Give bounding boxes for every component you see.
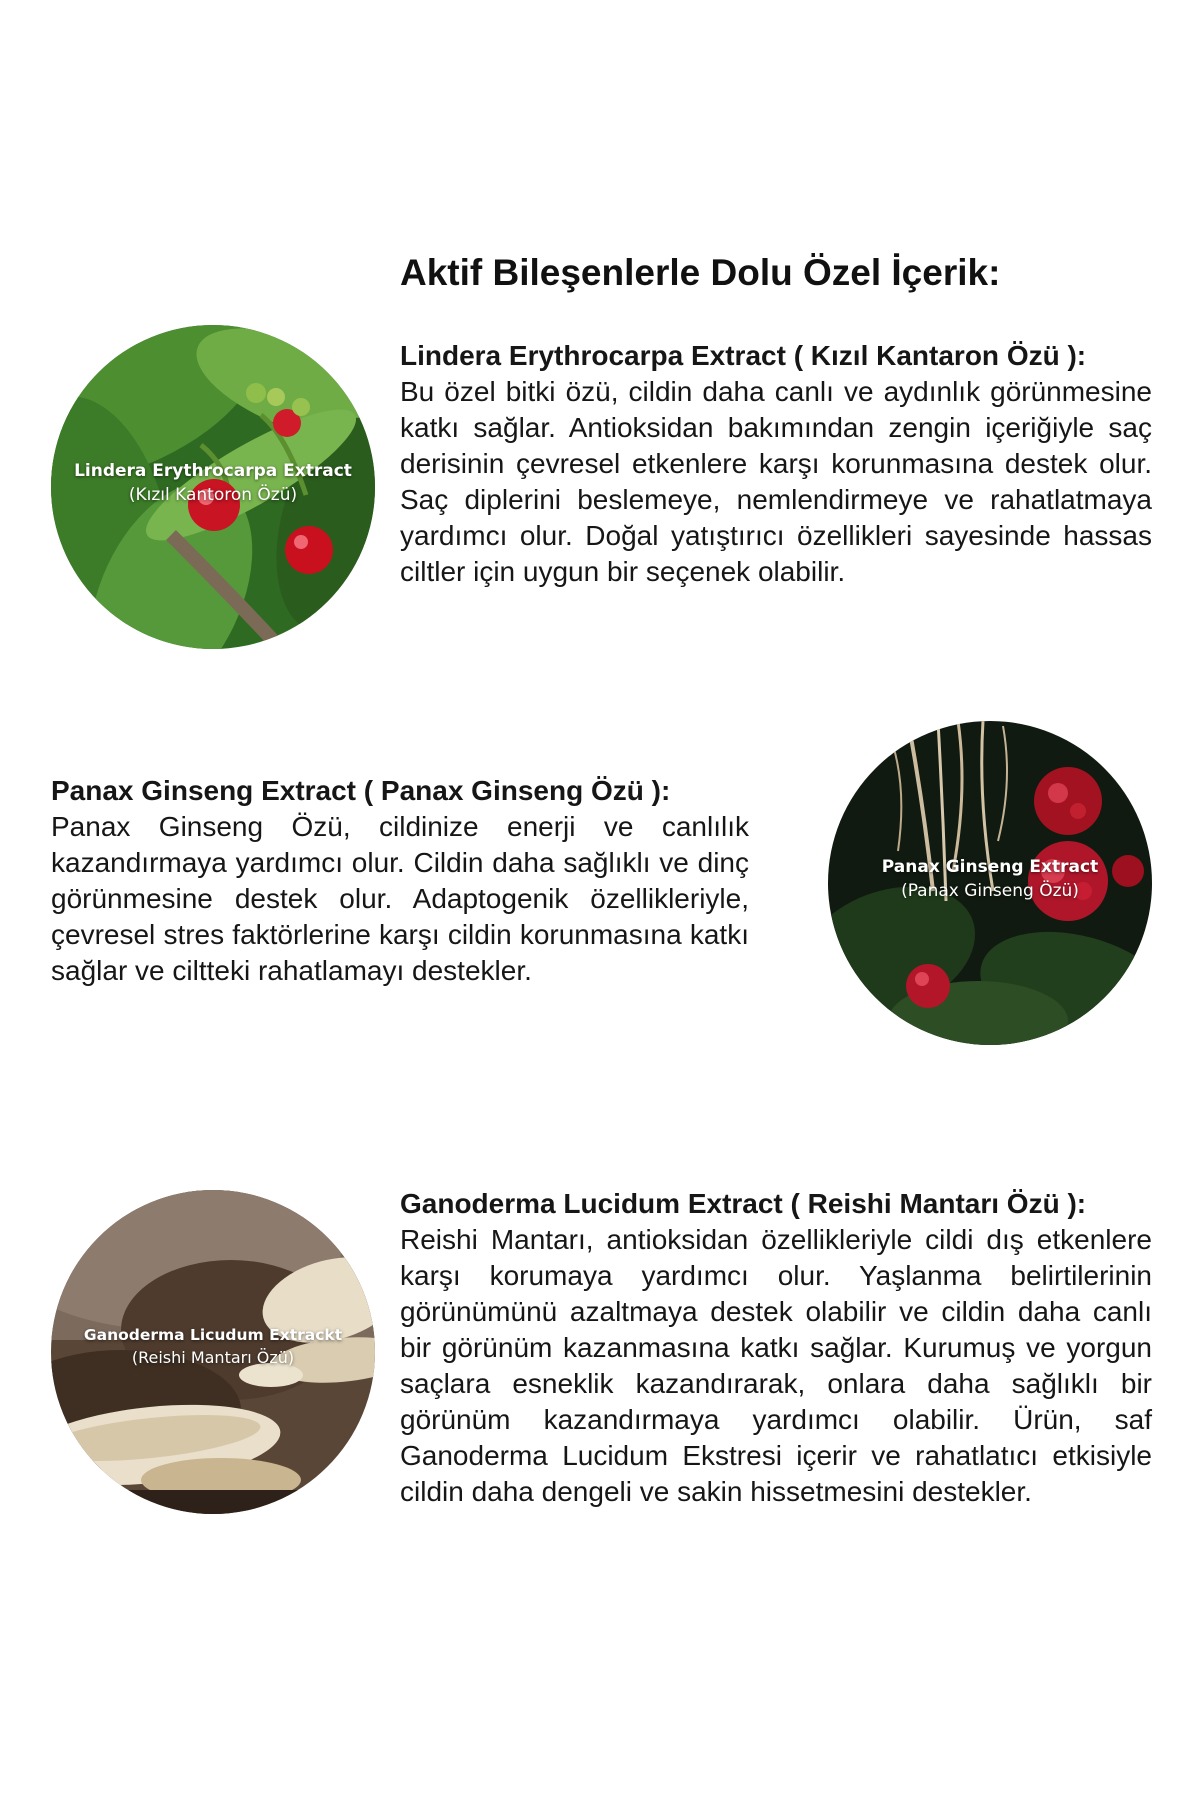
page-title: Aktif Bileşenlerle Dolu Özel İçerik: <box>400 252 1001 293</box>
ginseng-photo <box>828 721 1152 1045</box>
ginseng-section-text <box>51 773 749 989</box>
lindera-caption-title: Lindera Erythrocarpa Extract <box>74 461 352 481</box>
ginseng-caption-subtitle: (Panax Ginseng Özü) <box>901 881 1079 901</box>
ginseng-heading: Panax Ginseng Extract ( Panax Ginseng Özü ): <box>51 775 671 806</box>
ginseng-caption-title: Panax Ginseng Extract <box>881 857 1099 877</box>
ginseng-photo-caption <box>828 857 1152 901</box>
reishi-caption-subtitle: (Reishi Mantarı Özü) <box>131 1348 295 1367</box>
reishi-mushroom-photo <box>51 1190 375 1514</box>
ginseng-description: Panax Ginseng Özü, cildinize enerji ve canlılık kazandırmaya yardımcı olur. Cildin daha sağlıklı ve dinç görünmesine destek olur. Adaptogenik özellikleriyle, çevresel stres faktörlerine karşı cildin korunmasına katkı sağlar ve ciltteki rahatlamayı destekler. <box>51 811 749 986</box>
reishi-section-text <box>400 1186 1152 1510</box>
reishi-heading: Ganoderma Lucidum Extract ( Reishi Mantarı Özü ): <box>400 1188 1087 1219</box>
lindera-description: Bu özel bitki özü, cildin daha canlı ve aydınlık görünmesine katkı sağlar. Antioksidan bakımından zengin içeriğiyle saç derisinin çevresel etkenlere karşı korunmasına destek olur. Saç diplerini beslemeye, nemlendirmeye ve rahatlatmaya yardımcı olur. Doğal yatıştırıcı özellikleri sayesinde hassas ciltler için uygun bir seçenek olabilir. <box>400 376 1152 587</box>
reishi-photo-caption <box>51 1326 375 1367</box>
lindera-photo-caption <box>51 461 375 505</box>
lindera-section-text <box>400 338 1152 590</box>
lindera-caption-subtitle: (Kızıl Kantoron Özü) <box>128 485 298 505</box>
lindera-heading: Lindera Erythrocarpa Extract ( Kızıl Kantaron Özü ): <box>400 340 1087 371</box>
reishi-description: Reishi Mantarı, antioksidan özellikleriyle cildi dış etkenlere karşı korumaya yardımcı olur. Yaşlanma belirtilerinin görünümünü azaltmaya destek olabilir ve cildin daha canlı bir görünüm kazanmasına katkı sağlar. Kurumuş ve yorgun saçlara esneklik kazandırarak, onlara daha sağlıklı bir görünüm kazandırmaya yardımcı olabilir. Ürün, saf Ganoderma Lucidum Ekstresi içerir ve rahatlatıcı etkisiyle cildin daha dengeli ve sakin hissetmesini destekler. <box>400 1224 1152 1507</box>
lindera-berries-photo <box>51 325 375 649</box>
reishi-caption-title: Ganoderma Licudum Extrackt <box>83 1326 343 1344</box>
